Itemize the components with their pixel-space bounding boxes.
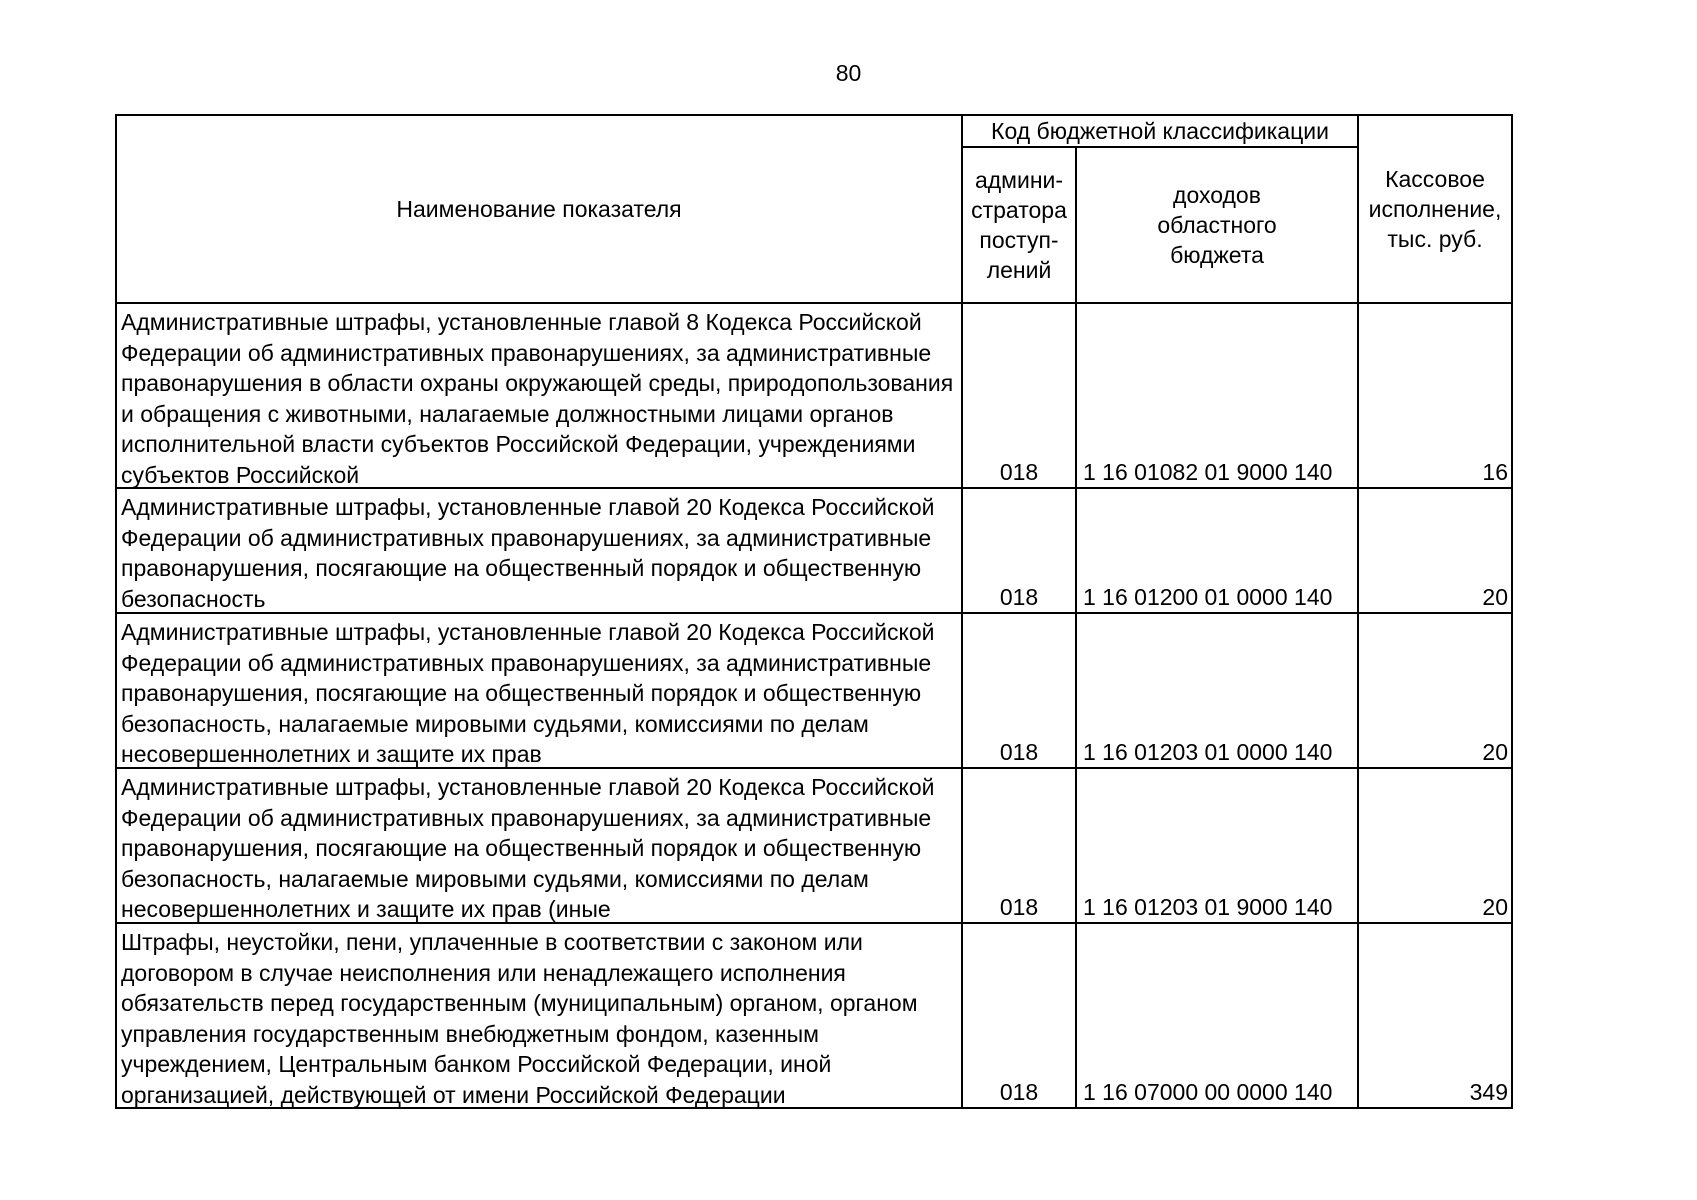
row-amount: 20: [1358, 488, 1512, 613]
header-admin: админи- стратора поступ- лений: [962, 147, 1076, 303]
row-name-text: Административные штрафы, установленные главой 8 Кодекса Российской Федерации об административных правонарушениях, за административные правонарушения в области охраны окружающей среды, природопользования и обращения с животными, налагаемые должностными лицами органов исполнительной власти субъектов Российской Федерации, учреждениями субъектов Российской: [121, 309, 954, 487]
row-amount: 20: [1358, 768, 1512, 923]
table-row: [116, 303, 1512, 488]
header-name: Наименование показателя: [116, 115, 962, 303]
table-row: [116, 768, 1512, 923]
row-income-code: 1 16 01203 01 0000 140: [1076, 613, 1358, 768]
header-amount: Кассовое исполнение, тыс. руб.: [1358, 115, 1512, 303]
table-row: [116, 613, 1512, 768]
row-admin-code: 018: [962, 488, 1076, 613]
row-income-code: 1 16 01203 01 9000 140: [1076, 768, 1358, 923]
row-income-code: 1 16 01200 01 0000 140: [1076, 488, 1358, 613]
row-admin-code: 018: [962, 303, 1076, 488]
row-income-code: 1 16 07000 00 0000 140: [1076, 923, 1358, 1108]
page-number: 80: [835, 60, 862, 86]
table-row: [116, 923, 1512, 1108]
table-row: [116, 488, 1512, 613]
budget-table: [115, 114, 1513, 1109]
row-name: [116, 923, 962, 1108]
row-amount: 20: [1358, 613, 1512, 768]
row-amount: 349: [1358, 923, 1512, 1108]
row-admin-code: 018: [962, 923, 1076, 1108]
row-admin-code: 018: [962, 768, 1076, 923]
row-name: [116, 768, 962, 923]
row-name-text: Административные штрафы, установленные главой 20 Кодекса Российской Федерации об административных правонарушениях, за административные правонарушения, посягающие на общественный порядок и общественную безопасность, налагаемые мировыми судьями, комиссиями по делам несовершеннолетних и защите их прав (иные: [121, 774, 935, 922]
row-income-code: 1 16 01082 01 9000 140: [1076, 303, 1358, 488]
header-income: доходов областного бюджета: [1076, 147, 1358, 303]
row-name: [116, 303, 962, 488]
header-classification-group: Код бюджетной классификации: [962, 115, 1358, 147]
row-admin-code: 018: [962, 613, 1076, 768]
row-amount: 16: [1358, 303, 1512, 488]
row-name: [116, 613, 962, 768]
row-name-text: Штрафы, неустойки, пени, уплаченные в соответствии с законом или договором в случае неисполнения или ненадлежащего исполнения обязательств перед государственным (муниципальным) органом, органом управления государственным внебюджетным фондом, казенным учреждением, Центральным банком Российской Федерации, иной организацией, действующей от имени Российской Федерации: [121, 929, 918, 1107]
row-name-text: Административные штрафы, установленные главой 20 Кодекса Российской Федерации об административных правонарушениях, за административные правонарушения, посягающие на общественный порядок и общественную безопасность: [121, 494, 935, 612]
row-name: [116, 488, 962, 613]
row-name-text: Административные штрафы, установленные главой 20 Кодекса Российской Федерации об административных правонарушениях, за административные правонарушения, посягающие на общественный порядок и общественную безопасность, налагаемые мировыми судьями, комиссиями по делам несовершеннолетних и защите их прав: [121, 619, 935, 767]
